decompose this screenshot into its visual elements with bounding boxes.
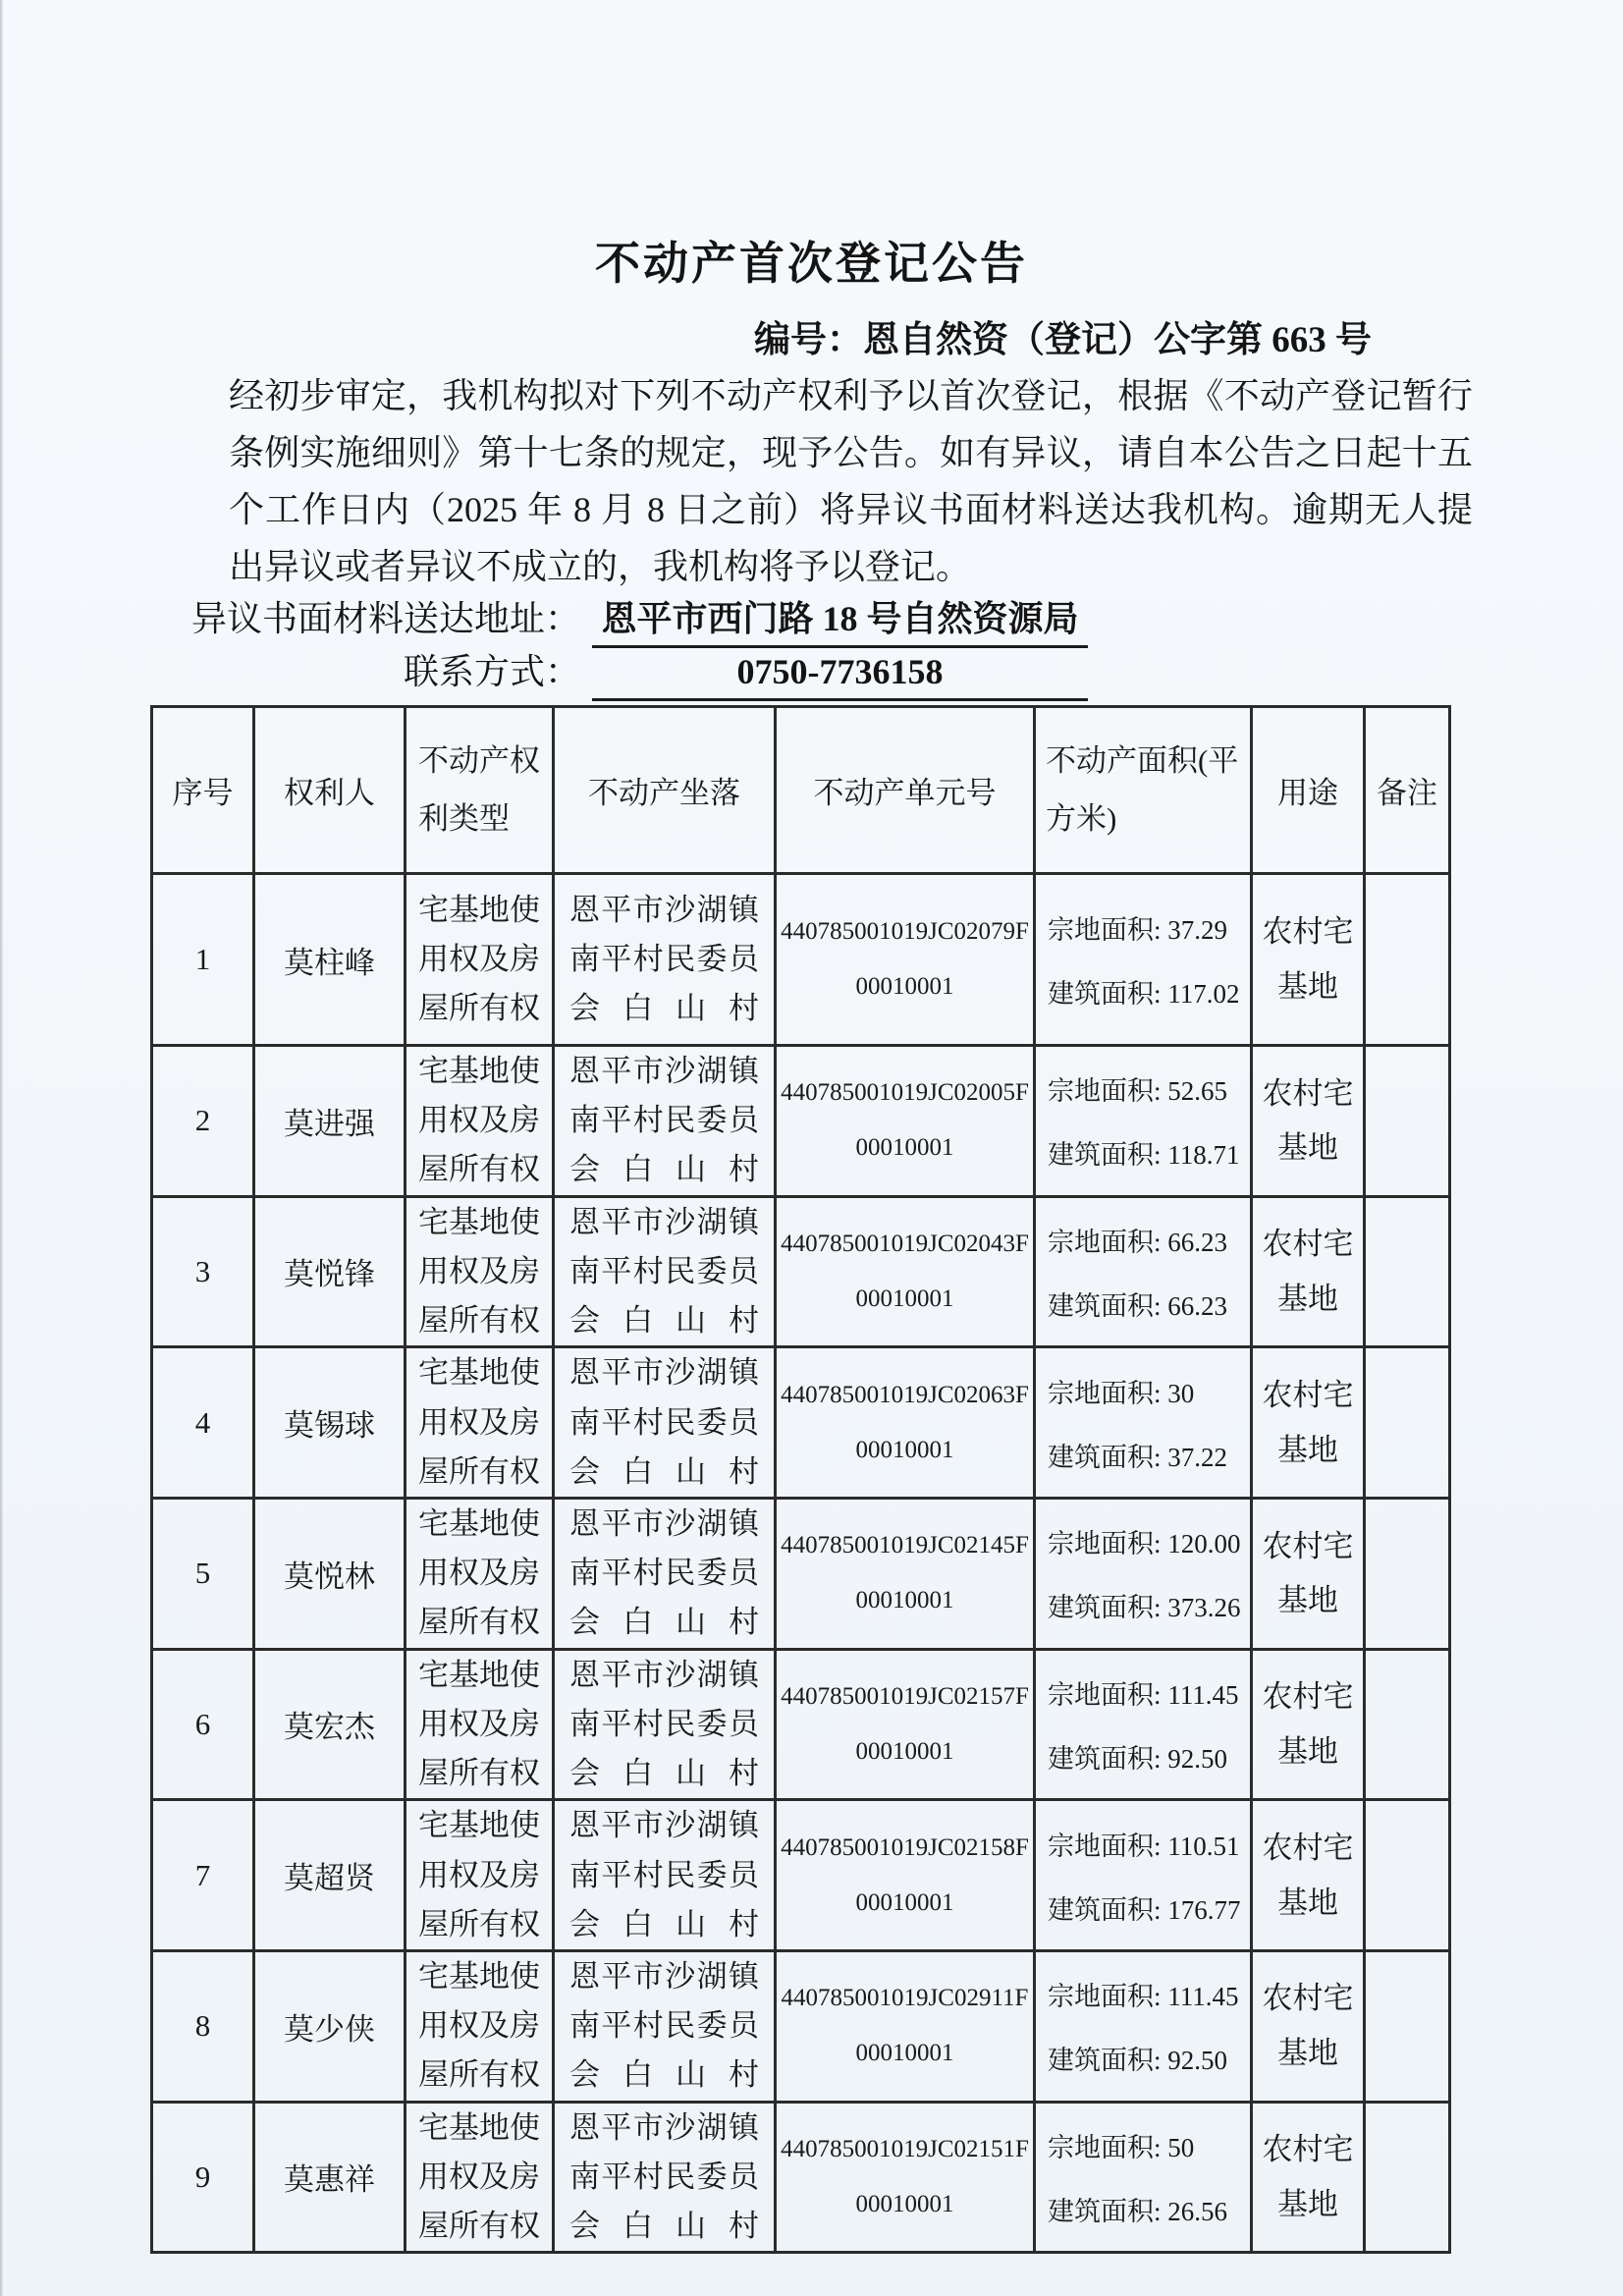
cell-location: 恩平市沙湖镇南平村民委员会白山村 bbox=[554, 2102, 776, 2253]
cell-owner: 莫锡球 bbox=[254, 1347, 406, 1499]
cell-location: 恩平市沙湖镇南平村民委员会白山村 bbox=[554, 1347, 776, 1499]
cell-area_line1 bbox=[1035, 1046, 1252, 1197]
contact-value: 0750-7736158 bbox=[592, 648, 1088, 701]
cell-owner: 莫柱峰 bbox=[254, 874, 406, 1046]
table-row bbox=[152, 1046, 1450, 1197]
address-label: 异议书面材料送达地址： bbox=[190, 599, 580, 638]
cell-line: 建筑面积: 92.50 bbox=[1048, 1743, 1228, 1774]
cell-no: 8 bbox=[152, 1950, 254, 2102]
cell-no: 6 bbox=[152, 1649, 254, 1800]
cell-line: 440785001019JC02005F bbox=[781, 1079, 1029, 1107]
cell-location: 恩平市沙湖镇南平村民委员会白山村 bbox=[554, 1800, 776, 1951]
cell-no: 2 bbox=[152, 1046, 254, 1197]
cell-area_line1 bbox=[1035, 1498, 1252, 1649]
cell-remark bbox=[1365, 1649, 1450, 1800]
cell-right_type: 宅基地使用权及房屋所有权 bbox=[406, 1196, 554, 1347]
cell-usage: 农村宅基地 bbox=[1252, 2102, 1365, 2253]
doc-title: 不动产首次登记公告 bbox=[595, 239, 1028, 289]
table-row bbox=[152, 874, 1450, 1046]
cell-owner: 莫宏杰 bbox=[254, 1649, 406, 1800]
cell-location: 恩平市沙湖镇南平村民委员会白山村 bbox=[554, 874, 776, 1046]
cell-right_type: 宅基地使用权及房屋所有权 bbox=[406, 1649, 554, 1800]
cell-line: 宗地面积: 111.45 bbox=[1048, 1982, 1239, 2012]
cell-unit_line1 bbox=[776, 2102, 1035, 2253]
cell-line: 440785001019JC02079F bbox=[781, 918, 1029, 945]
cell-location: 恩平市沙湖镇南平村民委员会白山村 bbox=[554, 1498, 776, 1649]
cell-remark bbox=[1365, 1196, 1450, 1347]
cell-right_type: 宅基地使用权及房屋所有权 bbox=[406, 874, 554, 1046]
cell-usage: 农村宅基地 bbox=[1252, 1196, 1365, 1347]
table-row bbox=[152, 1649, 1450, 1800]
table-header-row bbox=[152, 707, 1450, 874]
cell-unit_line1 bbox=[776, 1347, 1035, 1499]
cell-unit_line1 bbox=[776, 1196, 1035, 1347]
column-header: 不动产面积(平方米) bbox=[1035, 707, 1252, 874]
cell-owner: 莫悦锋 bbox=[254, 1196, 406, 1347]
contact-label: 联系方式： bbox=[403, 652, 580, 691]
cell-right_type: 宅基地使用权及房屋所有权 bbox=[406, 1498, 554, 1649]
cell-line: 440785001019JC02063F bbox=[781, 1381, 1029, 1408]
cell-line: 宗地面积: 111.45 bbox=[1048, 1679, 1239, 1710]
table-row bbox=[152, 1498, 1450, 1649]
cell-area_line1 bbox=[1035, 2102, 1252, 2253]
cell-area_line1 bbox=[1035, 1196, 1252, 1347]
cell-usage: 农村宅基地 bbox=[1252, 1649, 1365, 1800]
address-row bbox=[150, 595, 1623, 648]
cell-right_type: 宅基地使用权及房屋所有权 bbox=[406, 1950, 554, 2102]
cell-line: 宗地面积: 52.65 bbox=[1048, 1076, 1228, 1107]
cell-line: 440785001019JC02151F bbox=[781, 2135, 1029, 2162]
cell-line: 00010001 bbox=[855, 1285, 954, 1312]
cell-line: 440785001019JC02157F bbox=[781, 1682, 1029, 1710]
cell-line: 宗地面积: 66.23 bbox=[1048, 1227, 1228, 1257]
cell-right_type: 宅基地使用权及房屋所有权 bbox=[406, 1347, 554, 1499]
table-row bbox=[152, 2102, 1450, 2253]
body-paragraph bbox=[229, 367, 1486, 595]
cell-remark bbox=[1365, 1800, 1450, 1951]
cell-remark bbox=[1365, 874, 1450, 1046]
cell-owner: 莫惠祥 bbox=[254, 2102, 406, 2253]
cell-unit_line1 bbox=[776, 874, 1035, 1046]
cell-usage: 农村宅基地 bbox=[1252, 1498, 1365, 1649]
cell-area_line1 bbox=[1035, 1800, 1252, 1951]
cell-usage: 农村宅基地 bbox=[1252, 1800, 1365, 1951]
cell-owner: 莫超贤 bbox=[254, 1800, 406, 1951]
cell-owner: 莫少侠 bbox=[254, 1950, 406, 2102]
cell-remark bbox=[1365, 1347, 1450, 1499]
cell-usage: 农村宅基地 bbox=[1252, 1950, 1365, 2102]
cell-area_line1 bbox=[1035, 874, 1252, 1046]
cell-location: 恩平市沙湖镇南平村民委员会白山村 bbox=[554, 1046, 776, 1197]
cell-line: 440785001019JC02158F bbox=[781, 1833, 1029, 1861]
cell-unit_line1 bbox=[776, 1498, 1035, 1649]
cell-location: 恩平市沙湖镇南平村民委员会白山村 bbox=[554, 1649, 776, 1800]
cell-line: 00010001 bbox=[855, 2190, 954, 2217]
cell-line: 宗地面积: 30 bbox=[1048, 1378, 1195, 1408]
cell-usage: 农村宅基地 bbox=[1252, 874, 1365, 1046]
address-value: 恩平市西门路 18 号自然资源局 bbox=[592, 595, 1088, 648]
cell-owner: 莫悦林 bbox=[254, 1498, 406, 1649]
column-header: 用途 bbox=[1252, 707, 1365, 874]
cell-line: 440785001019JC02145F bbox=[781, 1532, 1029, 1559]
table-row bbox=[152, 1950, 1450, 2102]
cell-right_type: 宅基地使用权及房屋所有权 bbox=[406, 2102, 554, 2253]
registration-table bbox=[150, 705, 1451, 2254]
column-header: 权利人 bbox=[254, 707, 406, 874]
scan-edge bbox=[0, 0, 3, 2296]
cell-no: 1 bbox=[152, 874, 254, 1046]
cell-area_line1 bbox=[1035, 1347, 1252, 1499]
cell-no: 3 bbox=[152, 1196, 254, 1347]
body-line: 出异议或者异议不成立的，我机构将予以登记。 bbox=[229, 547, 972, 586]
cell-line: 440785001019JC02043F bbox=[781, 1230, 1029, 1257]
cell-line: 00010001 bbox=[855, 1436, 954, 1463]
doc-number: 编号：恩自然资（登记）公字第 663 号 bbox=[754, 320, 1372, 360]
cell-line: 00010001 bbox=[855, 1737, 954, 1765]
cell-no: 4 bbox=[152, 1347, 254, 1499]
column-header: 不动产单元号 bbox=[776, 707, 1035, 874]
cell-line: 建筑面积: 373.26 bbox=[1048, 1593, 1241, 1623]
cell-line: 建筑面积: 92.50 bbox=[1048, 2046, 1228, 2076]
cell-no: 7 bbox=[152, 1800, 254, 1951]
cell-remark bbox=[1365, 2102, 1450, 2253]
cell-line: 00010001 bbox=[855, 2040, 954, 2067]
cell-line: 宗地面积: 120.00 bbox=[1048, 1529, 1241, 1559]
column-header: 备注 bbox=[1365, 707, 1450, 874]
cell-unit_line1 bbox=[776, 1800, 1035, 1951]
cell-usage: 农村宅基地 bbox=[1252, 1347, 1365, 1499]
cell-unit_line1 bbox=[776, 1649, 1035, 1800]
cell-remark bbox=[1365, 1498, 1450, 1649]
column-header: 不动产坐落 bbox=[554, 707, 776, 874]
cell-line: 440785001019JC02911F bbox=[781, 1985, 1029, 2012]
cell-location: 恩平市沙湖镇南平村民委员会白山村 bbox=[554, 1950, 776, 2102]
cell-line: 00010001 bbox=[855, 1888, 954, 1916]
column-header: 不动产权利类型 bbox=[406, 707, 554, 874]
cell-line: 00010001 bbox=[855, 1134, 954, 1162]
cell-line: 00010001 bbox=[855, 1587, 954, 1614]
cell-location: 恩平市沙湖镇南平村民委员会白山村 bbox=[554, 1196, 776, 1347]
cell-area_line1 bbox=[1035, 1649, 1252, 1800]
body-line: 经初步审定，我机构拟对下列不动产权利予以首次登记，根据《不动产登记暂行 bbox=[229, 376, 1473, 415]
cell-line: 00010001 bbox=[855, 973, 954, 1000]
cell-line: 建筑面积: 117.02 bbox=[1048, 979, 1240, 1009]
cell-usage: 农村宅基地 bbox=[1252, 1046, 1365, 1197]
table-row bbox=[152, 1347, 1450, 1499]
body-line: 个工作日内（2025 年 8 月 8 日之前）将异议书面材料送达我机构。逾期无人提 bbox=[229, 490, 1473, 529]
cell-line: 宗地面积: 50 bbox=[1048, 2132, 1195, 2162]
cell-right_type: 宅基地使用权及房屋所有权 bbox=[406, 1800, 554, 1951]
cell-owner: 莫进强 bbox=[254, 1046, 406, 1197]
body-line: 条例实施细则》第十七条的规定，现予公告。如有异议，请自本公告之日起十五 bbox=[229, 433, 1473, 472]
cell-area_line1 bbox=[1035, 1950, 1252, 2102]
cell-line: 宗地面积: 37.29 bbox=[1048, 915, 1228, 945]
table-row bbox=[152, 1800, 1450, 1951]
cell-no: 9 bbox=[152, 2102, 254, 2253]
table-row bbox=[152, 1196, 1450, 1347]
contact-row bbox=[150, 648, 1623, 701]
cell-line: 宗地面积: 110.51 bbox=[1048, 1831, 1240, 1861]
cell-line: 建筑面积: 37.22 bbox=[1048, 1442, 1228, 1472]
cell-line: 建筑面积: 26.56 bbox=[1048, 2196, 1228, 2226]
cell-line: 建筑面积: 118.71 bbox=[1048, 1140, 1240, 1171]
cell-no: 5 bbox=[152, 1498, 254, 1649]
cell-line: 建筑面积: 66.23 bbox=[1048, 1290, 1228, 1321]
cell-right_type: 宅基地使用权及房屋所有权 bbox=[406, 1046, 554, 1197]
cell-remark bbox=[1365, 1950, 1450, 2102]
cell-remark bbox=[1365, 1046, 1450, 1197]
column-header: 序号 bbox=[152, 707, 254, 874]
cell-unit_line1 bbox=[776, 1950, 1035, 2102]
cell-line: 建筑面积: 176.77 bbox=[1048, 1894, 1241, 1925]
cell-unit_line1 bbox=[776, 1046, 1035, 1197]
address-block bbox=[150, 595, 1623, 701]
